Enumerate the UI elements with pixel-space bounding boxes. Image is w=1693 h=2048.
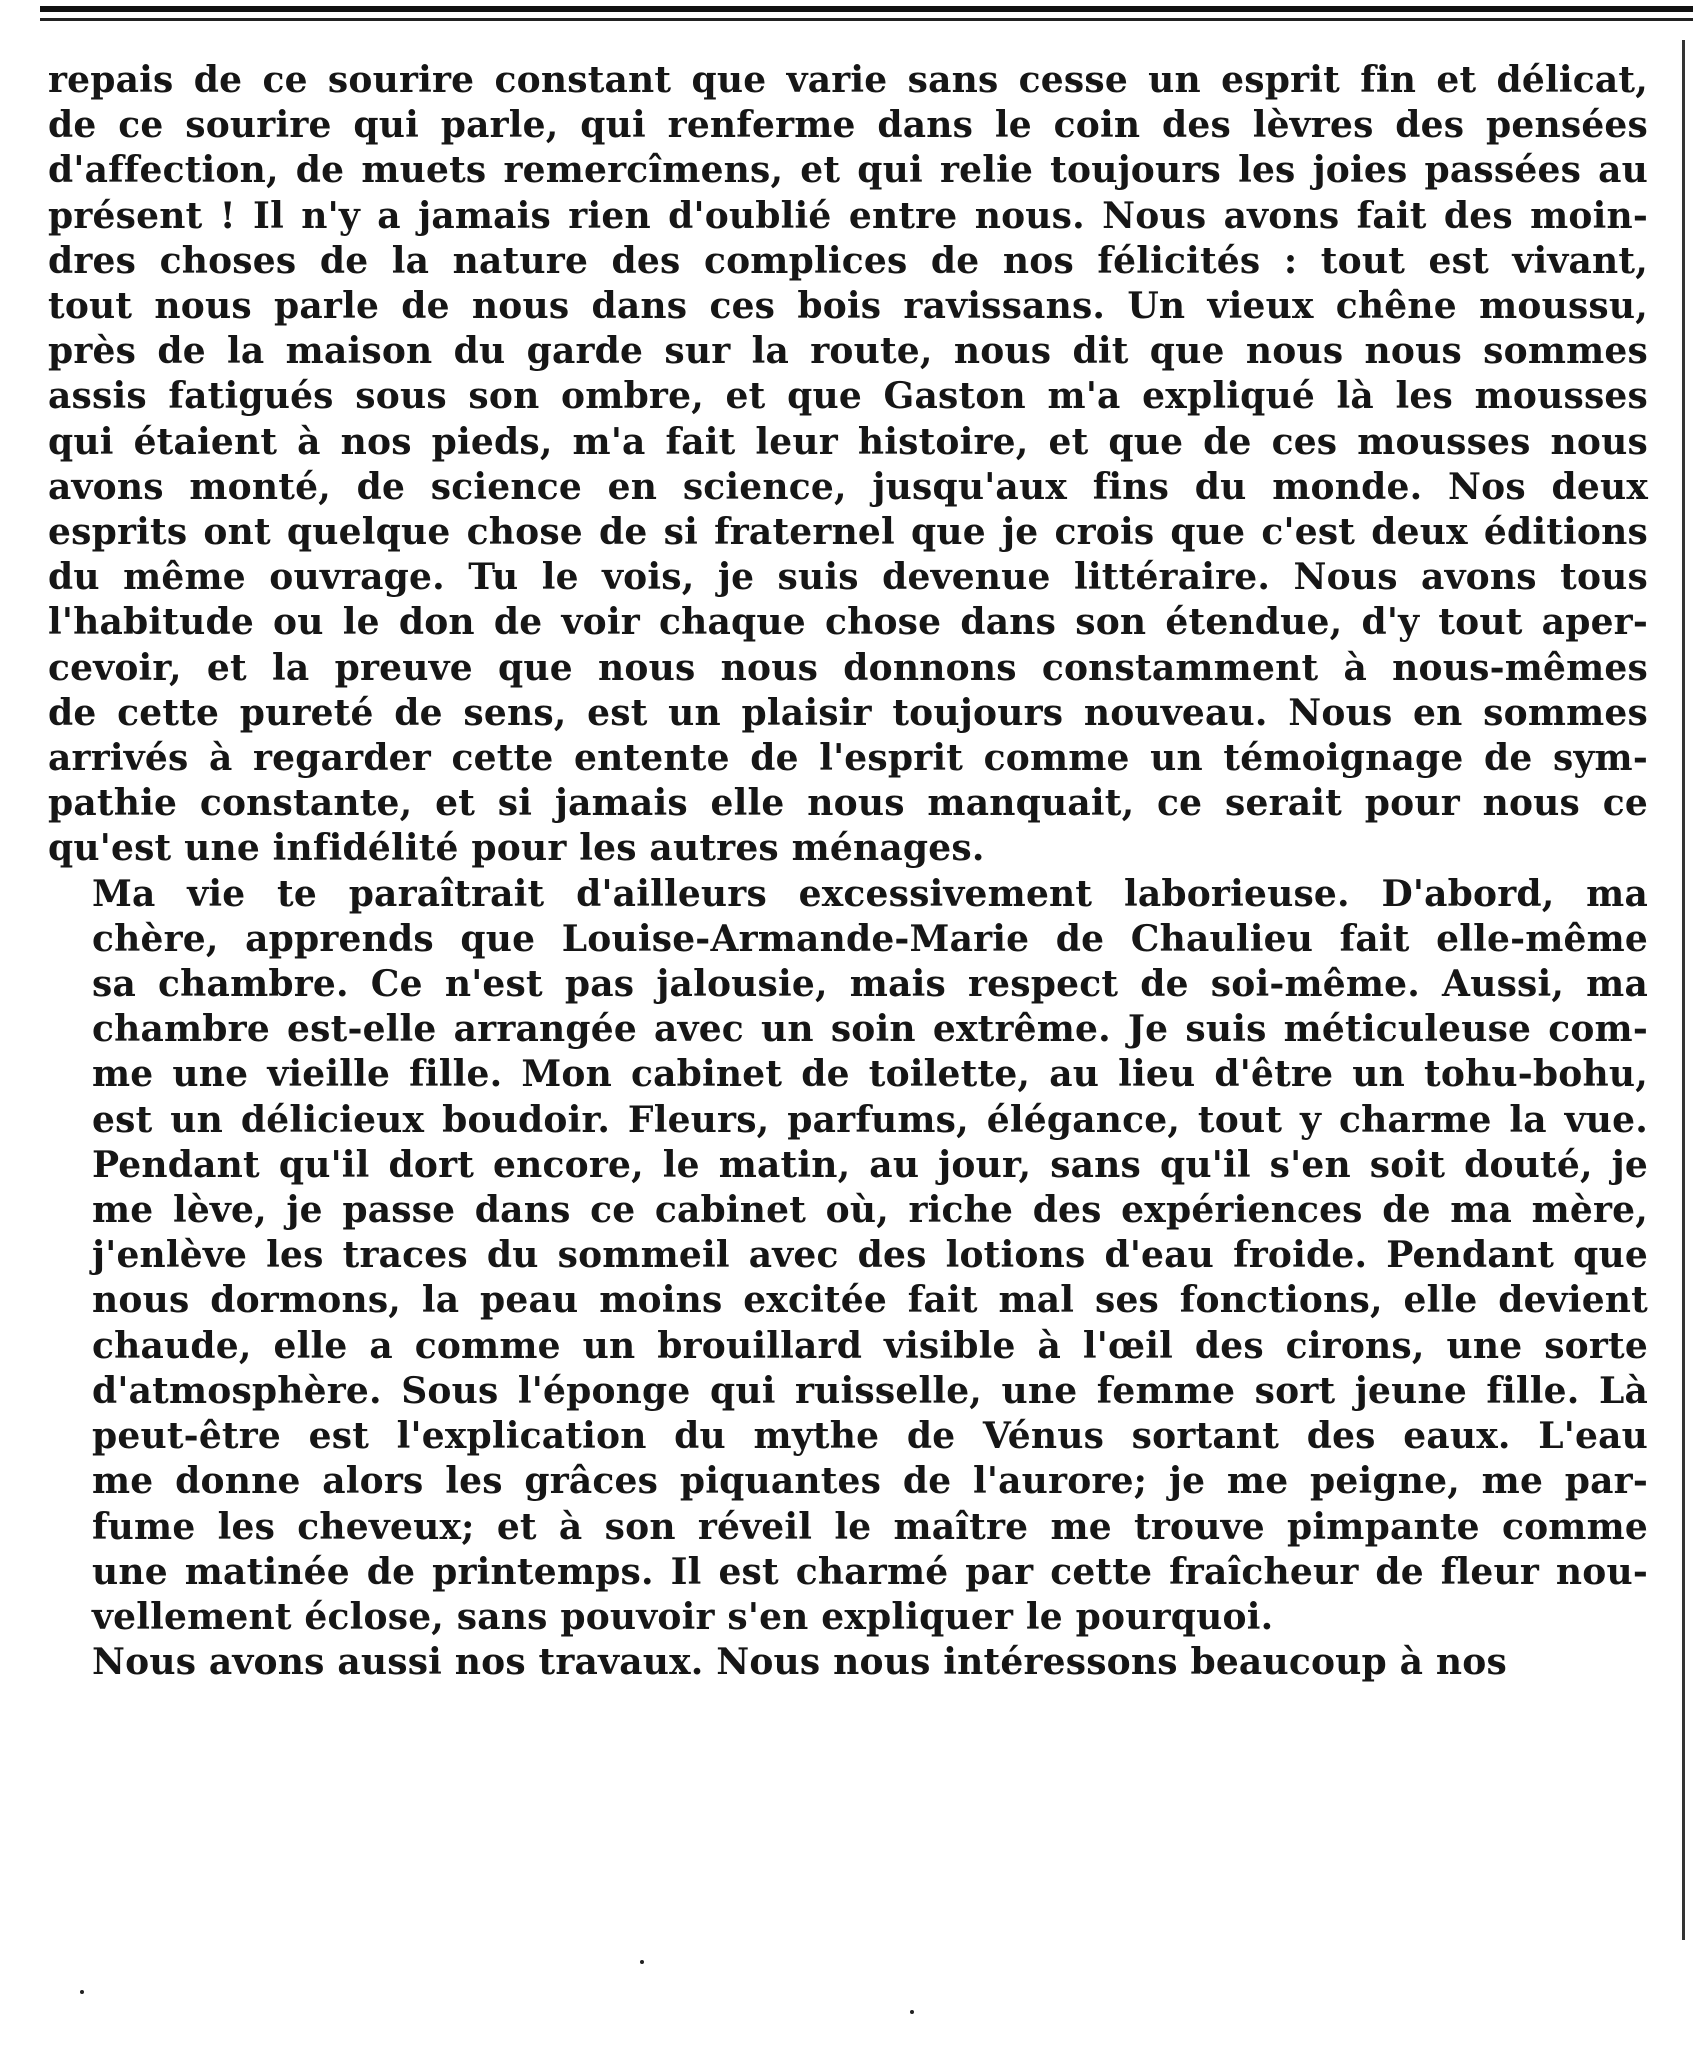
text-line: repais de ce sourire constant que varie sans cesse un esprit fin et délicat, (48, 59, 1648, 101)
text-line: qui étaient à nos pieds, m'a fait leur histoire, et que de ces mousses nous (48, 420, 1648, 463)
page-column (48, 58, 1648, 1685)
top-rule (40, 6, 1693, 12)
text-line: d'affection, de muets remercîmens, et qui relie toujours les joies passées au (48, 149, 1648, 192)
text-line: est un délicieux boudoir. Fleurs, parfums, élégance, tout y charme la vue. (92, 1098, 1648, 1141)
text-line: fume les cheveux; et à son réveil le maître me trouve pimpante comme (92, 1505, 1648, 1548)
paragraph-2 (48, 872, 1648, 1640)
print-speck (640, 1960, 644, 1964)
text-line: chambre est-elle arrangée avec un soin extrême. Je suis méticuleuse com- (92, 1008, 1648, 1051)
paragraph-1 (48, 58, 1648, 872)
text-line: assis fatigués sous son ombre, et que Gaston m'a expliqué là les mousses (48, 375, 1648, 418)
text-line: de ce sourire qui parle, qui renferme dans le coin des lèvres des pensées (48, 104, 1648, 147)
print-speck (910, 2010, 914, 2014)
text-line: avons monté, de science en science, jusqu'aux fins du monde. Nos deux (48, 465, 1648, 508)
text-line: chaude, elle a comme un brouillard visible à l'œil des cirons, une sorte (92, 1324, 1648, 1367)
text-line: me donne alors les grâces piquantes de l'aurore; je me peigne, me par- (92, 1460, 1648, 1503)
text-line: arrivés à regarder cette entente de l'esprit comme un témoignage de sym- (48, 737, 1648, 780)
text-line: Ma vie te paraîtrait d'ailleurs excessivement laborieuse. D'abord, ma (92, 872, 1648, 915)
text-line: me lève, je passe dans ce cabinet où, riche des expériences de ma mère, (92, 1189, 1648, 1232)
text-line: de cette pureté de sens, est un plaisir toujours nouveau. Nous en sommes (48, 691, 1648, 734)
text-line: sa chambre. Ce n'est pas jalousie, mais respect de soi-même. Aussi, ma (92, 963, 1648, 1006)
text-line: pathie constante, et si jamais elle nous manquait, ce serait pour nous ce (48, 782, 1648, 825)
text-line: j'enlève les traces du sommeil avec des lotions d'eau froide. Pendant que (92, 1234, 1648, 1277)
text-line: Nous avons aussi nos travaux. Nous nous intéressons beaucoup à nos (92, 1641, 1507, 1684)
text-line: l'habitude ou le don de voir chaque chose dans son étendue, d'y tout aper- (48, 601, 1648, 644)
top-rule-secondary (40, 18, 1693, 21)
text-line: d'atmosphère. Sous l'éponge qui ruisselle, une femme sort jeune fille. Là (92, 1369, 1648, 1412)
text-line: me une vieille fille. Mon cabinet de toilette, au lieu d'être un tohu-bohu, (92, 1053, 1648, 1096)
text-line: dres choses de la nature des complices de nos félicités : tout est vivant, (48, 239, 1648, 282)
paragraph-3 (48, 1640, 1648, 1685)
print-speck (80, 1990, 84, 1994)
text-line: une matinée de printemps. Il est charmé par cette fraîcheur de fleur nou- (92, 1550, 1648, 1593)
column-border (1682, 40, 1685, 1940)
text-line: près de la maison du garde sur la route, nous dit que nous nous sommes (48, 330, 1648, 373)
text-line: chère, apprends que Louise-Armande-Marie de Chaulieu fait elle-même (92, 917, 1648, 960)
text-line: présent ! Il n'y a jamais rien d'oublié entre nous. Nous avons fait des moin- (48, 194, 1648, 237)
text-line: esprits ont quelque chose de si fraternel que je crois que c'est deux éditions (48, 511, 1648, 554)
text-line: qu'est une infidélité pour les autres ménages. (48, 827, 985, 870)
text-line: tout nous parle de nous dans ces bois ravissans. Un vieux chêne moussu, (48, 285, 1648, 328)
text-line: cevoir, et la preuve que nous nous donnons constamment à nous-mêmes (48, 646, 1648, 689)
text-line: du même ouvrage. Tu le vois, je suis devenue littéraire. Nous avons tous (48, 556, 1648, 599)
text-line: nous dormons, la peau moins excitée fait mal ses fonctions, elle devient (92, 1279, 1648, 1322)
text-line: vellement éclose, sans pouvoir s'en expliquer le pourquoi. (92, 1595, 1274, 1638)
text-line: Pendant qu'il dort encore, le matin, au jour, sans qu'il s'en soit douté, je (92, 1143, 1648, 1186)
text-line: peut-être est l'explication du mythe de Vénus sortant des eaux. L'eau (92, 1415, 1648, 1458)
